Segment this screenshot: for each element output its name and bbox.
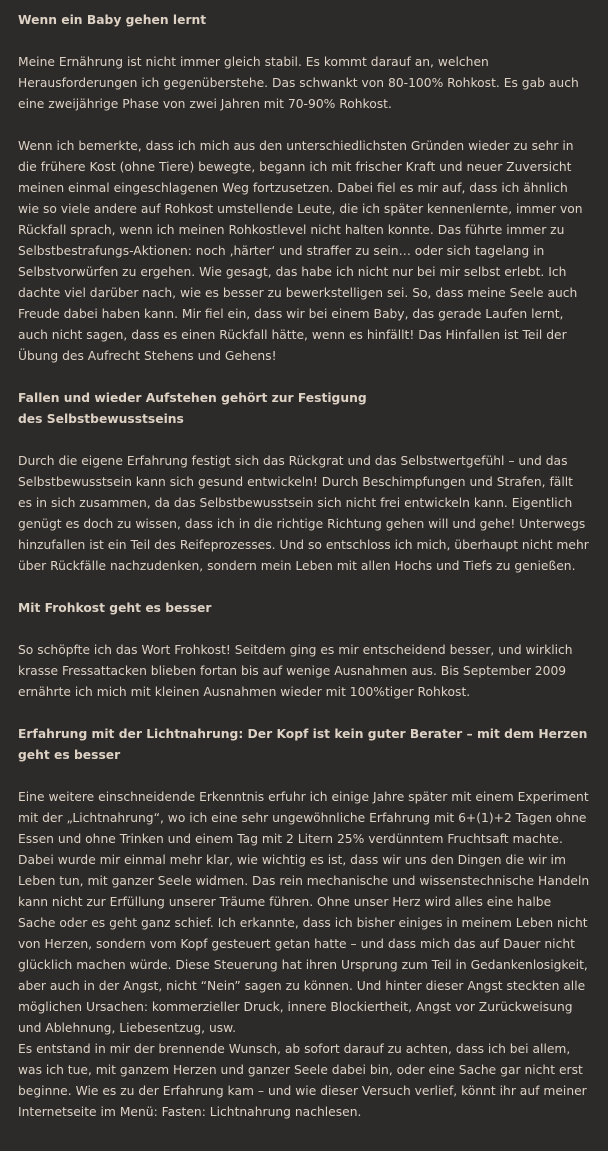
spacer [18, 115, 590, 136]
spacer [18, 31, 590, 52]
section-heading-fallen-line2: des Selbstbewusstseins [18, 412, 184, 426]
spacer [18, 430, 590, 451]
paragraph: Es entstand in mir der brennende Wunsch, ab sofort darauf zu achten, dass ich bei allem, was ich tue, mit ganzem Herzen und ganzer Seele dabei bin, oder eine Sache gar nicht erst beginne. Wie es zu der Erfahrung kam – und wie dieser Versuch verlief, könnt ihr auf meiner Internetseite im Menü: Fasten: Lichtnahrung nachlesen. [18, 1042, 587, 1119]
spacer [18, 367, 590, 388]
section-heading-fallen [18, 388, 590, 430]
section-heading-lichtnahrung: Erfahrung mit der Lichtnahrung: Der Kopf ist kein guter Berater – mit dem Herzen geht es besser [18, 727, 588, 762]
spacer [18, 619, 590, 640]
spacer [18, 766, 590, 787]
paragraph: Eine weitere einschneidende Erkenntnis erfuhr ich einige Jahre später mit einem Experiment mit der „Lichtnahrung“, wo ich eine sehr ungewöhnliche Erfahrung mit 6+(1)+2 Tagen ohne Essen und ohne Trinken und einem Tag mit 2 Litern 25% verdünntem Fruchtsaft machte. Dabei wurde mir einmal mehr klar, wie wichtig es ist, dass wir uns den Dingen die wir im Leben tun, mit ganzer Seele widmen. Das rein mechanische und wissenstechnische Handeln kann nicht zur Erfüllung unserer Träume führen. Ohne unser Herz wird alles eine halbe Sache oder es geht ganz schief. Ich erkannte, dass ich bisher einiges in meinem Leben nicht von Herzen, sondern vom Kopf gesteuert getan hatte – und dass mich das auf Dauer nicht glücklich machen würde. Diese Steuerung hat ihren Ursprung zum Teil in Gedankenlosigkeit, aber auch in der Angst, nicht “Nein” sagen zu können. Und hinter dieser Angst steckten alle möglichen Ursachen: kommerzieller Druck, innere Blockiertheit, Angst vor Zurückweisung und Ablehnung, Liebesentzug, usw. [18, 790, 590, 1035]
paragraph: Durch die eigene Erfahrung festigt sich das Rückgrat und das Selbstwertgefühl – und das Selbstbewusstsein kann sich gesund entwickeln! Durch Beschimpfungen und Strafen, fällt es in sich zusammen, da das Selbstbewusstsein sich nicht frei entwickeln kann. Eigentlich genügt es doch zu wissen, dass ich in die richtige Richtung gehen will und gehe! Unterwegs hinzufallen ist ein Teil des Reifeprozesses. Und so entschloss ich mich, überhaupt nicht mehr über Rückfälle nachzudenken, sondern mein Leben mit allen Hochs und Tiefs zu genießen. [18, 454, 589, 573]
paragraph: Wenn ich bemerkte, dass ich mich aus den unterschiedlichsten Gründen wieder zu sehr in die frühere Kost (ohne Tiere) bewegte, begann ich mit frischer Kraft und neuer Zuversicht meinen einmal eingeschlagenen Weg fortzusetzen. Dabei fiel es mir auf, dass ich ähnlich wie so viele andere auf Rohkost umstellende Leute, die ich später kennenlernte, immer von Rückfall sprach, wenn ich meinen Rohkostlevel nicht halten konnte. Das führte immer zu Selbstbestrafungs-Aktionen: noch ‚härter‘ und straffer zu sein… oder sich tagelang in Selbstvorwürfen zu ergehen. Wie gesagt, das habe ich nicht nur bei mir selbst erlebt. Ich dachte viel darüber nach, wie es besser zu bewerkstelligen sei. So, dass meine Seele auch Freude dabei haben kann. Mir fiel ein, dass wir bei einem Baby, das gerade Laufen lernt, auch nicht sagen, dass es einen Rückfall hätte, wenn es hinfällt! Das Hinfallen ist Teil der Übung des Aufrecht Stehens und Gehens! [18, 139, 583, 363]
section-heading-baby: Wenn ein Baby gehen lernt [18, 13, 207, 27]
section-heading-fallen-line1: Fallen und wieder Aufstehen gehört zur Festigung [18, 391, 367, 405]
spacer [18, 703, 590, 724]
paragraph: Meine Ernährung ist nicht immer gleich stabil. Es kommt darauf an, welchen Herausforderungen ich gegenüberstehe. Das schwankt von 80-100% Rohkost. Es gab auch eine zweijährige Phase von zwei Jahren mit 70-90% Rohkost. [18, 55, 579, 111]
paragraph: So schöpfte ich das Wort Frohkost! Seitdem ging es mir entscheidend besser, und wirklich krasse Fressattacken blieben fortan bis auf wenige Ausnahmen aus. Bis September 2009 ernährte ich mich mit kleinen Ausnahmen wieder mit 100%tiger Rohkost. [18, 643, 573, 699]
spacer [18, 577, 590, 598]
section-heading-frohkost: Mit Frohkost geht es besser [18, 601, 212, 615]
